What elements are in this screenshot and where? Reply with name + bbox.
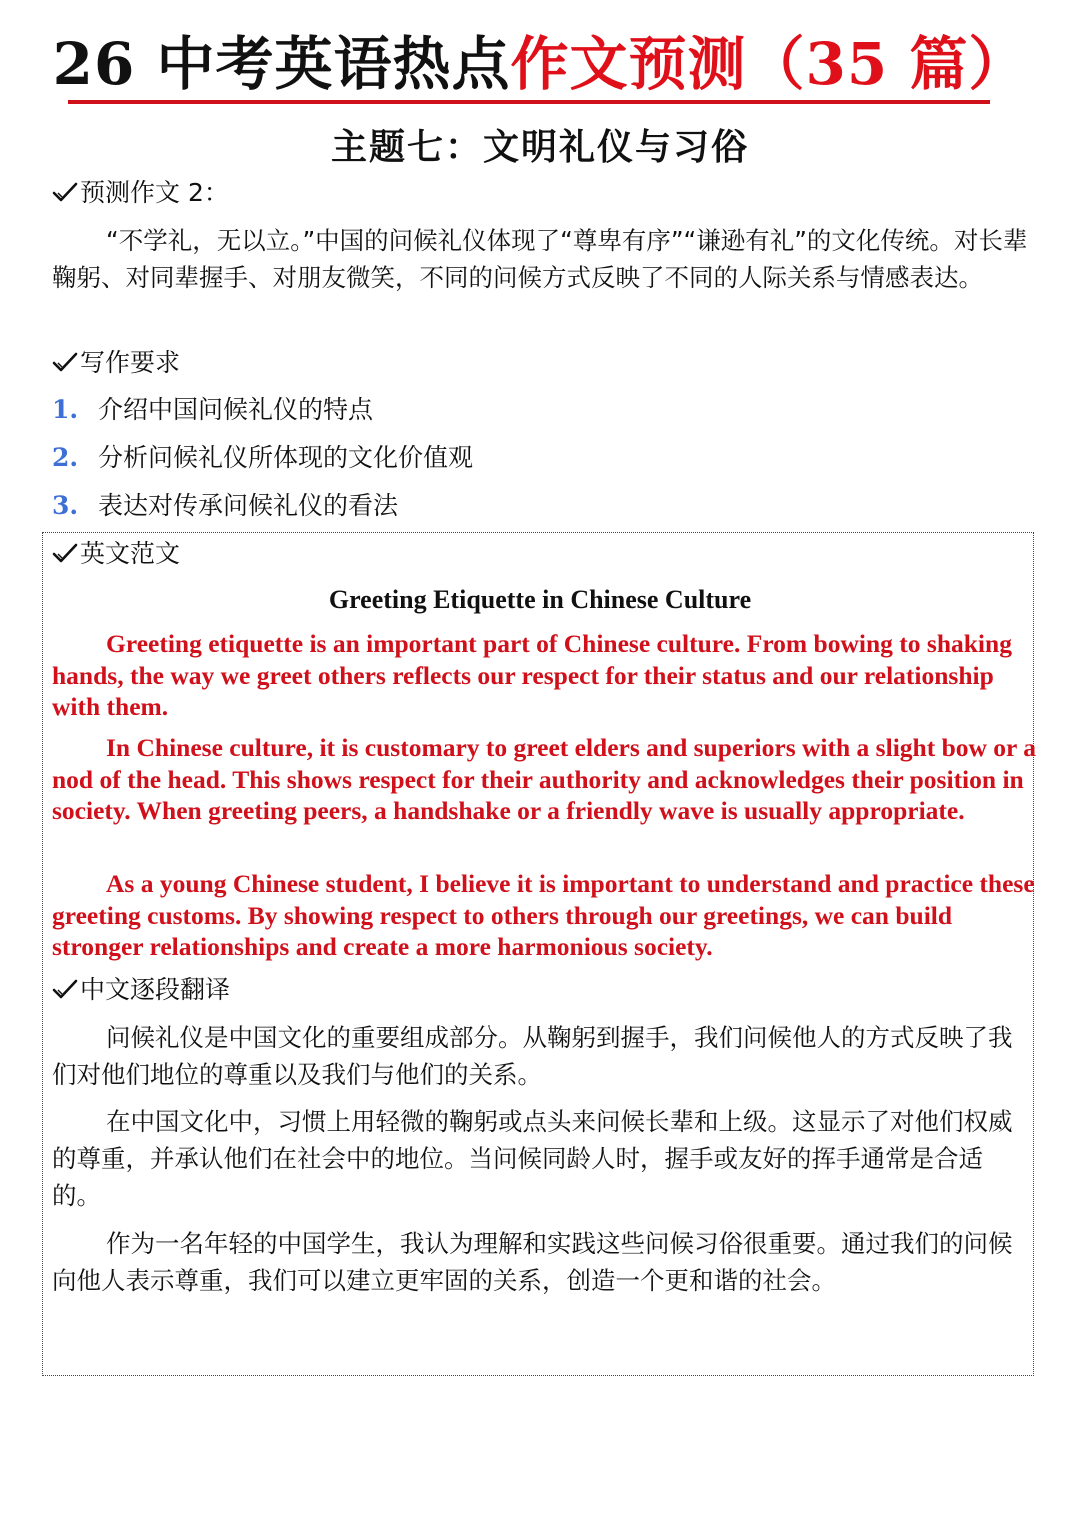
translation-paragraph: 问候礼仪是中国文化的重要组成部分。从鞠躬到握手，我们问候他人的方式反映了我们对他们地位的尊重以及我们与他们的关系。 <box>52 1023 1013 1089</box>
prompt-text: “不学礼，无以立。”中国的问候礼仪体现了“尊卑有序”“谦逊有礼”的文化传统。对长辈鞠躬、对同辈握手、对朋友微笑，不同的问候方式反映了不同的人际关系与情感表达。 <box>52 226 1028 292</box>
requirement-item <box>52 489 398 523</box>
essay-heading-label: 英文范文 <box>80 539 181 568</box>
checkmark-icon <box>52 351 78 373</box>
checkmark-icon <box>52 542 78 564</box>
topic-subtitle: 主题七：文明礼仪与习俗 <box>330 127 749 168</box>
translation-heading-label: 中文逐段翻译 <box>80 975 231 1004</box>
title-underline <box>68 100 990 104</box>
essay-title: Greeting Etiquette in Chinese Culture <box>328 585 752 614</box>
translation-paragraph: 在中国文化中，习惯上用轻微的鞠躬或点头来问候长辈和上级。这显示了对他们权威的尊重，并承认他们在社会中的地位。当问候同龄人时，握手或友好的挥手通常是合适的。 <box>52 1107 1013 1210</box>
page-title-highlight: 作文预测（35 篇） <box>510 30 1028 98</box>
prompt-heading-label: 预测作文 2： <box>80 178 229 207</box>
requirement-item <box>52 441 473 475</box>
requirement-item <box>52 393 373 427</box>
page-title <box>0 28 1080 100</box>
essay-paragraph: In Chinese culture, it is customary to greet elders and superiors with a slight bow or a nod of the head. This shows respect for their authority and acknowledges their position in society. When greeting peers, a handshake or a friendly wave is usually appropriate. <box>52 733 1037 825</box>
requirement-number: 3. <box>52 491 79 520</box>
requirement-text: 介绍中国问候礼仪的特点 <box>98 395 374 424</box>
requirements-heading <box>52 346 180 380</box>
essay-paragraph: Greeting etiquette is an important part of Chinese culture. From bowing to shaking hands, the way we greet others reflects our respect for their status and our relationship with them. <box>52 629 1012 721</box>
requirement-number: 2. <box>52 443 79 472</box>
prompt-heading <box>52 176 229 210</box>
essay-paragraph: As a young Chinese student, I believe it is important to understand and practice these greeting customs. By showing respect to others through our greetings, we can build stronger relationships and create a more harmonious society. <box>52 869 1035 961</box>
requirement-number: 1. <box>52 395 79 424</box>
requirement-text: 表达对传承问候礼仪的看法 <box>98 491 399 520</box>
page-title-prefix: 26 中考英语热点 <box>52 30 511 98</box>
checkmark-icon <box>52 181 78 203</box>
essay-heading <box>52 537 180 571</box>
translation-paragraph: 作为一名年轻的中国学生，我认为理解和实践这些问候习俗很重要。通过我们的问候向他人表示尊重，我们可以建立更牢固的关系，创造一个更和谐的社会。 <box>52 1229 1013 1295</box>
requirements-heading-label: 写作要求 <box>80 348 181 377</box>
requirement-text: 分析问候礼仪所体现的文化价值观 <box>98 443 474 472</box>
translation-heading <box>52 973 230 1007</box>
checkmark-icon <box>52 978 78 1000</box>
